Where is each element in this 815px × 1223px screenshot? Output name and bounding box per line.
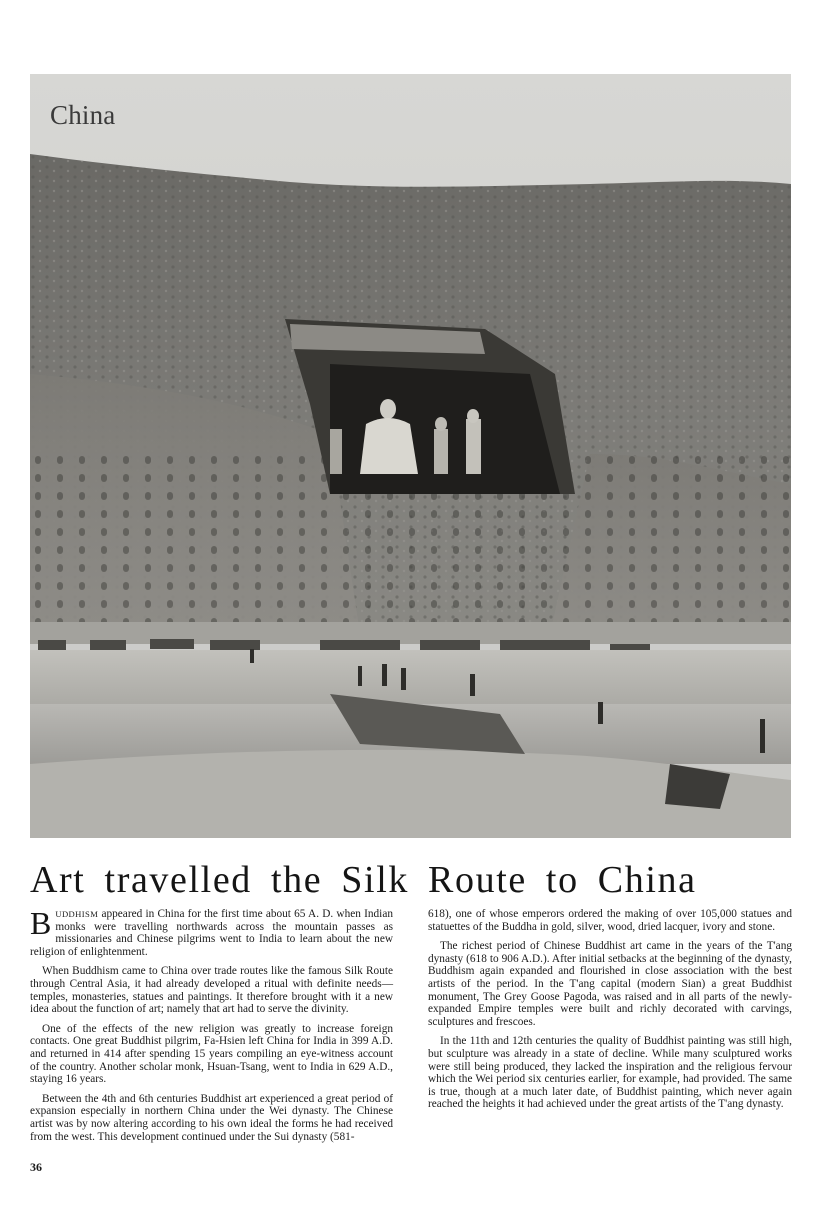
article-headline: Art travelled the Silk Route to China <box>30 859 697 901</box>
body-paragraph: Between the 4th and 6th centuries Buddhist art experienced a great period of expansion especially in northern China under the Wei dynasty. The Chinese artist was by now altering according to his own ideal the forms he had received from the west. This development continued under the Sui dynasty (581- <box>30 1092 393 1143</box>
body-paragraph: When Buddhism came to China over trade routes like the famous Silk Route through Central Asia, it had already developed a ritual with definite needs—temples, monasteries, statues and paintings. It therefore brought with it a new idea about the function of art; namely that art had to serve the divinity. <box>30 965 393 1016</box>
drop-cap: B <box>30 905 52 941</box>
section-label: China <box>50 100 116 130</box>
article-column-left <box>30 905 393 1150</box>
page-number: 36 <box>30 1160 42 1174</box>
photo-illustration <box>30 74 791 838</box>
body-paragraph: The richest period of Chinese Buddhist art came in the years of the T'ang dynasty (618 to 906 A.D.). After initial setbacks at the beginning of the dynasty, Buddhism again expanded and flourished in close association with the best artists of the period. In the T'ang capital (modern Sian) a great Buddhist monument, The Grey Goose Pagoda, was raised and in all parts of the newly-expanded Empire temples were built and richly decorated with carvings, sculptures and frescoes. <box>428 940 792 1028</box>
body-paragraph: In the 11th and 12th centuries the quality of Buddhist painting was still high, but sculpture was already in a state of decline. While many sculptured works were still being produced, they lacked the inspiration and the religious fervour which the Wei period six centuries earlier, for example, had provided. The same is true, though at a much later date, of Buddhist painting, which never again reached the heights it had achieved under the great artists of the T'ang dynasty. <box>428 1035 792 1111</box>
lead-paragraph <box>30 905 393 958</box>
lead-text: appeared in China for the first time about 65 A. D. when Indian monks were travelling northwards across the mountain passes as missionaries and Chinese pilgrims went to India to learn about the new religion of enlightenment. <box>30 908 393 958</box>
cave-temples-photo <box>30 74 791 838</box>
body-paragraph: One of the effects of the new religion was greatly to increase foreign contacts. One great Buddhist pilgrim, Fa-Hsien left China for India in 399 A.D. and returned in 414 after spending 15 years compiling an eye-witness account of the country. Another scholar monk, Hsuan-Tsang, went to India in 629 A.D., staying 16 years. <box>30 1022 393 1086</box>
body-paragraph: 618), one of whose emperors ordered the making of over 105,000 statues and statuettes of the Buddha in gold, silver, wood, dried lacquer, ivory and stone. <box>428 908 792 933</box>
lead-smallcaps: UDDHISM <box>55 909 99 919</box>
article-column-right <box>428 908 792 1118</box>
